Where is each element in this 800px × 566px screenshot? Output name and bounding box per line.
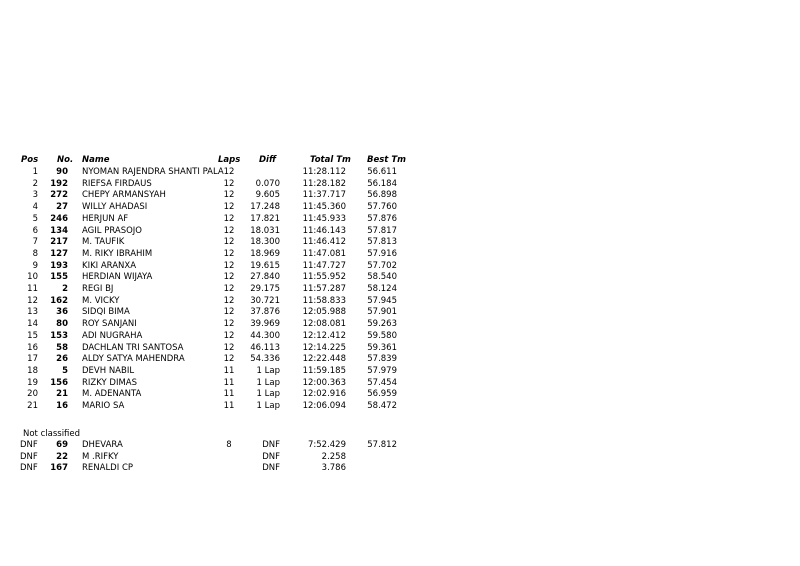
cell-laps: 12 xyxy=(223,225,235,236)
cell-total-time: 11:28.182 xyxy=(302,178,346,189)
cell-laps: 12 xyxy=(223,260,235,271)
cell-number: 36 xyxy=(56,307,68,318)
cell-pos: 12 xyxy=(27,295,38,306)
cell-diff: 17.248 xyxy=(250,202,280,213)
cell-number: 162 xyxy=(50,295,68,306)
table-row xyxy=(0,307,800,318)
cell-pos: 3 xyxy=(32,190,38,201)
cell-laps: 12 xyxy=(223,307,235,318)
cell-pos: 5 xyxy=(32,213,38,224)
cell-number: 16 xyxy=(56,401,68,411)
cell-total-time: 12:22.448 xyxy=(302,354,346,365)
cell-number: 2 xyxy=(62,284,68,294)
cell-diff: 9.605 xyxy=(255,190,280,201)
cell-total-time: 12:08.081 xyxy=(302,319,346,330)
cell-total-time: 11:55.952 xyxy=(302,272,346,283)
cell-laps: 11 xyxy=(223,401,235,411)
cell-best-time: 56.959 xyxy=(367,389,397,400)
table-row xyxy=(0,296,800,307)
cell-pos: 10 xyxy=(27,272,38,283)
cell-number: 26 xyxy=(56,354,68,365)
cell-name: ALDY SATYA MAHENDRA xyxy=(82,354,185,365)
cell-name: SIDQI BIMA xyxy=(82,307,130,318)
cell-name: CHEPY ARMANSYAH xyxy=(82,190,166,201)
cell-total-time: 11:57.287 xyxy=(302,284,346,294)
cell-total-time: 11:58.833 xyxy=(302,295,346,306)
cell-number: 80 xyxy=(56,319,68,330)
cell-best-time: 58.124 xyxy=(367,284,397,294)
cell-best-time: 57.812 xyxy=(367,440,397,450)
cell-laps: 11 xyxy=(223,389,235,400)
cell-number: 193 xyxy=(50,260,68,271)
cell-total-time: 12:12.412 xyxy=(302,330,346,341)
cell-total-time: 11:46.143 xyxy=(302,225,346,236)
cell-best-time: 57.813 xyxy=(367,237,397,248)
cell-pos: DNF xyxy=(20,463,38,474)
cell-pos: 15 xyxy=(27,330,38,341)
cell-laps: 12 xyxy=(223,178,235,189)
cell-name: M. ADENANTA xyxy=(82,389,142,400)
cell-name: WILLY AHADASI xyxy=(82,202,148,213)
cell-laps: 12 xyxy=(223,319,235,330)
cell-laps: 11 xyxy=(223,365,235,376)
cell-number: 167 xyxy=(50,463,68,474)
cell-laps: 12 xyxy=(223,190,235,201)
cell-total-time: 12:06.094 xyxy=(302,401,346,411)
cell-diff: 18.031 xyxy=(250,225,280,236)
cell-name: MARIO SA xyxy=(82,401,125,411)
cell-number: 58 xyxy=(56,342,68,353)
cell-diff: 27.840 xyxy=(250,272,280,283)
cell-number: 153 xyxy=(50,330,68,341)
cell-pos: 4 xyxy=(32,202,38,213)
cell-diff: 30.721 xyxy=(250,295,280,306)
cell-total-time: 2.258 xyxy=(321,451,346,462)
table-row xyxy=(0,331,800,342)
cell-laps: 12 xyxy=(223,342,235,353)
cell-pos: 21 xyxy=(27,401,38,411)
table-row xyxy=(0,319,800,330)
cell-total-time: 11:47.081 xyxy=(302,248,346,259)
cell-diff: 54.336 xyxy=(250,354,280,365)
cell-name: M. VICKY xyxy=(82,295,120,306)
cell-name: M. RIKY IBRAHIM xyxy=(82,248,153,259)
cell-laps: 12 xyxy=(223,213,235,224)
cell-laps: 12 xyxy=(223,354,235,365)
cell-diff: 29.175 xyxy=(250,284,280,294)
cell-total-time: 12:05.988 xyxy=(302,307,346,318)
table-row xyxy=(0,272,800,283)
cell-total-time: 12:00.363 xyxy=(302,377,346,388)
cell-diff: DNF xyxy=(262,440,280,450)
cell-name: KIKI ARANXA xyxy=(82,260,137,271)
table-row xyxy=(0,249,800,260)
cell-pos: 7 xyxy=(32,237,38,248)
header-diff: Diff xyxy=(259,155,277,165)
table-row xyxy=(0,284,800,295)
cell-best-time: 56.184 xyxy=(367,178,397,189)
cell-name: RIEFSA FIRDAUS xyxy=(82,178,152,189)
cell-laps: 12 xyxy=(223,202,235,213)
cell-diff: 17.821 xyxy=(250,213,280,224)
table-row xyxy=(0,463,800,474)
cell-best-time: 58.472 xyxy=(367,401,397,411)
cell-pos: 14 xyxy=(27,319,38,330)
cell-best-time: 57.916 xyxy=(367,248,397,259)
cell-diff: 37.876 xyxy=(250,307,280,318)
cell-pos: 16 xyxy=(27,342,38,353)
cell-name: HERDIAN WIJAYA xyxy=(82,272,153,283)
cell-best-time: 59.263 xyxy=(367,319,397,330)
cell-pos: 6 xyxy=(32,225,38,236)
cell-pos: 19 xyxy=(27,377,38,388)
cell-best-time: 57.817 xyxy=(367,225,397,236)
table-row xyxy=(0,214,800,225)
cell-total-time: 11:59.185 xyxy=(302,365,346,376)
header-best-time: Best Tm xyxy=(367,155,406,165)
cell-total-time: 12:14.225 xyxy=(302,342,346,353)
cell-name: RENALDI CP xyxy=(82,463,133,474)
cell-total-time: 11:47.727 xyxy=(302,260,346,271)
cell-name: M. TAUFIK xyxy=(82,237,125,248)
cell-laps: 8 xyxy=(226,440,232,450)
cell-total-time: 11:45.933 xyxy=(302,213,346,224)
table-row xyxy=(0,354,800,365)
header-total-time: Total Tm xyxy=(310,155,351,165)
header-laps: Laps xyxy=(218,155,241,165)
cell-name: ADI NUGRAHA xyxy=(82,330,143,341)
cell-total-time: 11:45.360 xyxy=(302,202,346,213)
cell-best-time: 57.839 xyxy=(367,354,397,365)
cell-pos: 1 xyxy=(32,167,38,177)
cell-pos: DNF xyxy=(20,440,38,450)
cell-number: 192 xyxy=(50,178,68,189)
cell-number: 90 xyxy=(56,167,68,177)
cell-best-time: 57.979 xyxy=(367,365,397,376)
cell-total-time: 7:52.429 xyxy=(307,440,346,450)
cell-pos: 2 xyxy=(32,178,38,189)
cell-laps: 12 xyxy=(223,272,235,283)
cell-best-time: 57.454 xyxy=(367,377,397,388)
cell-number: 21 xyxy=(56,389,68,400)
cell-laps: 12 xyxy=(223,248,235,259)
cell-number: 22 xyxy=(56,451,68,462)
cell-total-time: 11:46.412 xyxy=(302,237,346,248)
cell-name: NYOMAN RAJENDRA SHANTI PALA xyxy=(82,167,224,177)
table-row xyxy=(0,452,800,463)
cell-best-time: 57.760 xyxy=(367,202,397,213)
cell-best-time: 56.898 xyxy=(367,190,397,201)
header-pos: Pos xyxy=(21,155,39,165)
cell-number: 272 xyxy=(50,190,68,201)
cell-pos: 9 xyxy=(32,260,38,271)
table-row xyxy=(0,378,800,389)
cell-best-time: 59.361 xyxy=(367,342,397,353)
cell-best-time: 57.876 xyxy=(367,213,397,224)
cell-name: DEVH NABIL xyxy=(82,365,135,376)
table-row xyxy=(0,343,800,354)
table-row xyxy=(0,226,800,237)
table-row xyxy=(0,179,800,190)
table-row xyxy=(0,401,800,412)
cell-total-time: 3.786 xyxy=(321,463,346,474)
cell-pos: 8 xyxy=(32,248,38,259)
cell-best-time: 57.945 xyxy=(367,295,397,306)
table-row xyxy=(0,202,800,213)
cell-diff: 39.969 xyxy=(250,319,280,330)
cell-laps: 12 xyxy=(223,237,235,248)
cell-total-time: 11:37.717 xyxy=(302,190,346,201)
cell-diff: 1 Lap xyxy=(256,377,280,388)
cell-number: 156 xyxy=(50,377,68,388)
cell-diff: 18.300 xyxy=(250,237,280,248)
cell-number: 134 xyxy=(50,225,68,236)
cell-laps: 12 xyxy=(223,330,235,341)
cell-number: 217 xyxy=(50,237,68,248)
cell-pos: 17 xyxy=(27,354,38,365)
cell-number: 27 xyxy=(56,202,68,213)
cell-number: 69 xyxy=(56,440,68,450)
cell-pos: 11 xyxy=(27,284,38,294)
cell-laps: 12 xyxy=(223,295,235,306)
cell-laps: 12 xyxy=(223,284,235,294)
table-row xyxy=(0,237,800,248)
cell-number: 155 xyxy=(50,272,68,283)
cell-number: 246 xyxy=(50,213,68,224)
cell-name: ROY SANJANI xyxy=(82,319,137,330)
table-row xyxy=(0,167,800,178)
cell-diff: 46.113 xyxy=(250,342,280,353)
header-number: No. xyxy=(57,155,74,165)
cell-pos: DNF xyxy=(20,451,38,462)
cell-best-time: 57.702 xyxy=(367,260,397,271)
header-name: Name xyxy=(82,155,110,165)
cell-laps: 11 xyxy=(223,377,235,388)
cell-diff: 19.615 xyxy=(250,260,280,271)
table-row xyxy=(0,366,800,377)
cell-name: M .RIFKY xyxy=(82,451,119,462)
cell-diff: 44.300 xyxy=(250,330,280,341)
cell-laps: 12 xyxy=(223,167,235,177)
cell-diff: DNF xyxy=(262,463,280,474)
table-row xyxy=(0,440,800,451)
cell-diff: 1 Lap xyxy=(256,389,280,400)
cell-diff: 1 Lap xyxy=(256,365,280,376)
cell-name: REGI BJ xyxy=(82,284,114,294)
cell-diff: 1 Lap xyxy=(256,401,280,411)
cell-name: DACHLAN TRI SANTOSA xyxy=(82,342,184,353)
cell-diff: 0.070 xyxy=(255,178,280,189)
cell-diff: DNF xyxy=(262,451,280,462)
table-row xyxy=(0,389,800,400)
cell-pos: 13 xyxy=(27,307,38,318)
cell-best-time: 58.540 xyxy=(367,272,397,283)
not-classified-title: Not classified xyxy=(23,429,81,439)
cell-total-time: 12:02.916 xyxy=(302,389,346,400)
cell-number: 127 xyxy=(50,248,68,259)
cell-pos: 20 xyxy=(27,389,38,400)
cell-best-time: 57.901 xyxy=(367,307,397,318)
cell-diff: 18.969 xyxy=(250,248,280,259)
cell-number: 5 xyxy=(62,365,68,376)
cell-name: HERJUN AF xyxy=(82,213,129,224)
table-row xyxy=(0,190,800,201)
cell-name: DHEVARA xyxy=(82,440,123,450)
cell-name: RIZKY DIMAS xyxy=(82,377,137,388)
cell-best-time: 59.580 xyxy=(367,330,397,341)
cell-best-time: 56.611 xyxy=(367,167,397,177)
header-row xyxy=(0,155,800,166)
cell-pos: 18 xyxy=(27,365,38,376)
cell-total-time: 11:28.112 xyxy=(302,167,346,177)
table-row xyxy=(0,261,800,272)
cell-name: AGIL PRASOJO xyxy=(82,225,142,236)
